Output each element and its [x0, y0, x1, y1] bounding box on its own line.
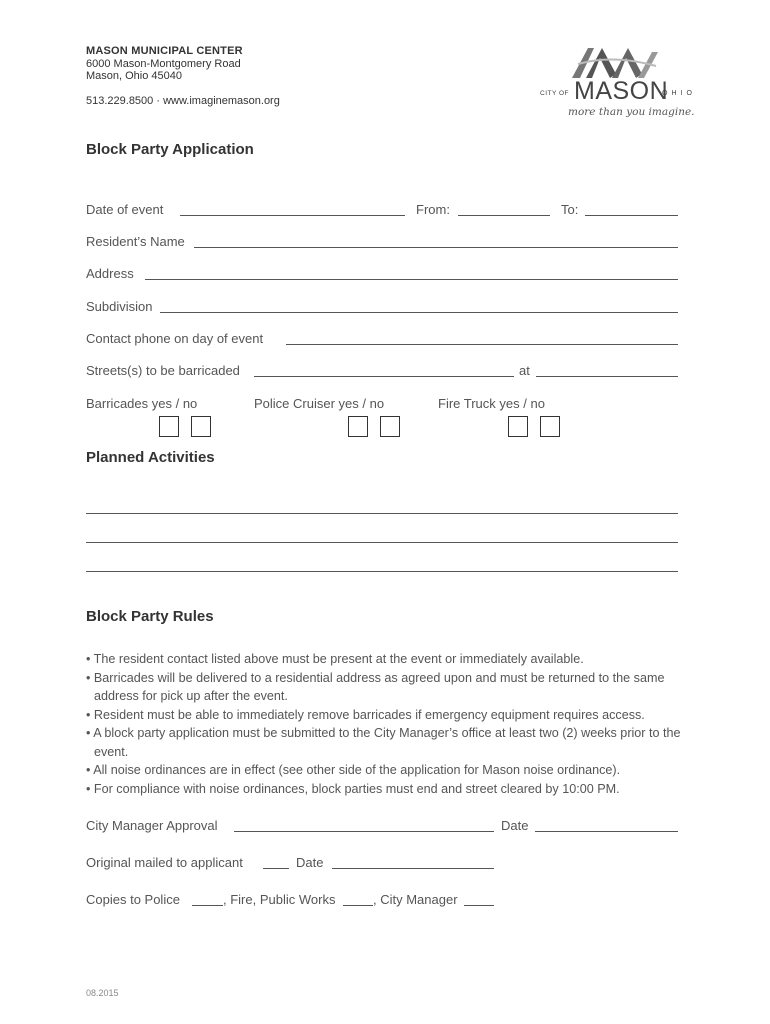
rule-item: • Resident must be able to immediately remove barricades if emergency equipment requires access.: [86, 707, 645, 722]
fire-truck-no-checkbox[interactable]: [540, 416, 560, 437]
resident-name-label: Resident’s Name: [86, 234, 185, 249]
mailed-field[interactable]: [263, 868, 289, 869]
activities-line-3[interactable]: [86, 571, 678, 572]
rule-item: • A block party application must be submitted to the City Manager’s office at least two (2) weeks prior to the event.: [86, 726, 681, 759]
address-field[interactable]: [145, 279, 678, 280]
to-field[interactable]: [585, 215, 678, 216]
resident-name-field[interactable]: [194, 247, 678, 248]
phone-field[interactable]: [286, 344, 678, 345]
rule-item: • The resident contact listed above must be present at the event or immediately available.: [86, 652, 584, 666]
mailed-label: Original mailed to applicant: [86, 855, 243, 870]
logo-mason: MASON: [574, 77, 669, 105]
manager-approval-field[interactable]: [234, 831, 494, 832]
copies-police-field[interactable]: [192, 905, 223, 906]
address-line1: 6000 Mason-Montgomery Road: [86, 58, 241, 70]
rule-item: • For compliance with noise ordinances, block parties must end and street cleared by 10:00 PM.: [86, 781, 620, 796]
contact-info: 513.229.8500 · www.imaginemason.org: [86, 95, 280, 107]
rule-item: • Barricades will be delivered to a residential address as agreed upon and must be returned to the same address for pick up after the event.: [86, 670, 665, 703]
streets-field[interactable]: [254, 376, 514, 377]
logo-city-of: CITY OF: [540, 90, 570, 97]
police-label: Police Cruiser yes / no: [254, 396, 385, 411]
logo-ohio: OHIO: [662, 90, 696, 97]
copies-manager-field[interactable]: [464, 905, 494, 906]
activities-line-2[interactable]: [86, 542, 678, 543]
copies-police-label: Copies to Police: [86, 892, 180, 907]
at-field[interactable]: [536, 376, 678, 377]
date-field[interactable]: [180, 215, 405, 216]
from-field[interactable]: [458, 215, 550, 216]
at-label: at: [519, 363, 530, 378]
streets-label: Streets(s) to be barricaded: [86, 363, 240, 378]
police-no-checkbox[interactable]: [380, 416, 400, 437]
rule-item: • All noise ordinances are in effect (see other side of the application for Mason noise ordinance).: [86, 763, 621, 777]
rules-title: Block Party Rules: [86, 608, 214, 625]
approval-date-field[interactable]: [535, 831, 678, 832]
mailed-date-label: Date: [296, 855, 324, 870]
to-label: To:: [561, 202, 579, 217]
activities-title: Planned Activities: [86, 449, 215, 466]
form-version-code: 08.2015: [86, 988, 119, 998]
approval-date-label: Date: [501, 818, 529, 833]
copies-public-works-field[interactable]: [343, 905, 373, 906]
barricades-no-checkbox[interactable]: [191, 416, 211, 437]
subdivision-field[interactable]: [160, 312, 678, 313]
address-line2: Mason, Ohio 45040: [86, 70, 183, 82]
address-label: Address: [86, 266, 134, 281]
manager-approval-label: City Manager Approval: [86, 818, 218, 833]
phone-label: Contact phone on day of event: [86, 331, 264, 346]
activities-line-1[interactable]: [86, 513, 678, 514]
date-label: Date of event: [86, 202, 164, 217]
org-name: MASON MUNICIPAL CENTER: [86, 45, 243, 57]
barricades-yes-checkbox[interactable]: [159, 416, 179, 437]
police-yes-checkbox[interactable]: [348, 416, 368, 437]
mailed-date-field[interactable]: [332, 868, 494, 869]
fire-truck-yes-checkbox[interactable]: [508, 416, 528, 437]
city-logo: [540, 44, 700, 122]
ribbon-m-icon: [568, 44, 660, 80]
copies-manager-label: , City Manager: [373, 892, 458, 907]
copies-fire-label: , Fire, Public Works: [223, 892, 336, 907]
form-title: Block Party Application: [86, 141, 254, 158]
from-label: From:: [416, 202, 450, 217]
rules-list: [86, 650, 701, 798]
subdivision-label: Subdivision: [86, 299, 153, 314]
fire-truck-label: Fire Truck yes / no: [438, 396, 545, 411]
logo-tagline: more than you imagine.: [568, 106, 695, 118]
barricades-label: Barricades yes / no: [86, 396, 198, 411]
